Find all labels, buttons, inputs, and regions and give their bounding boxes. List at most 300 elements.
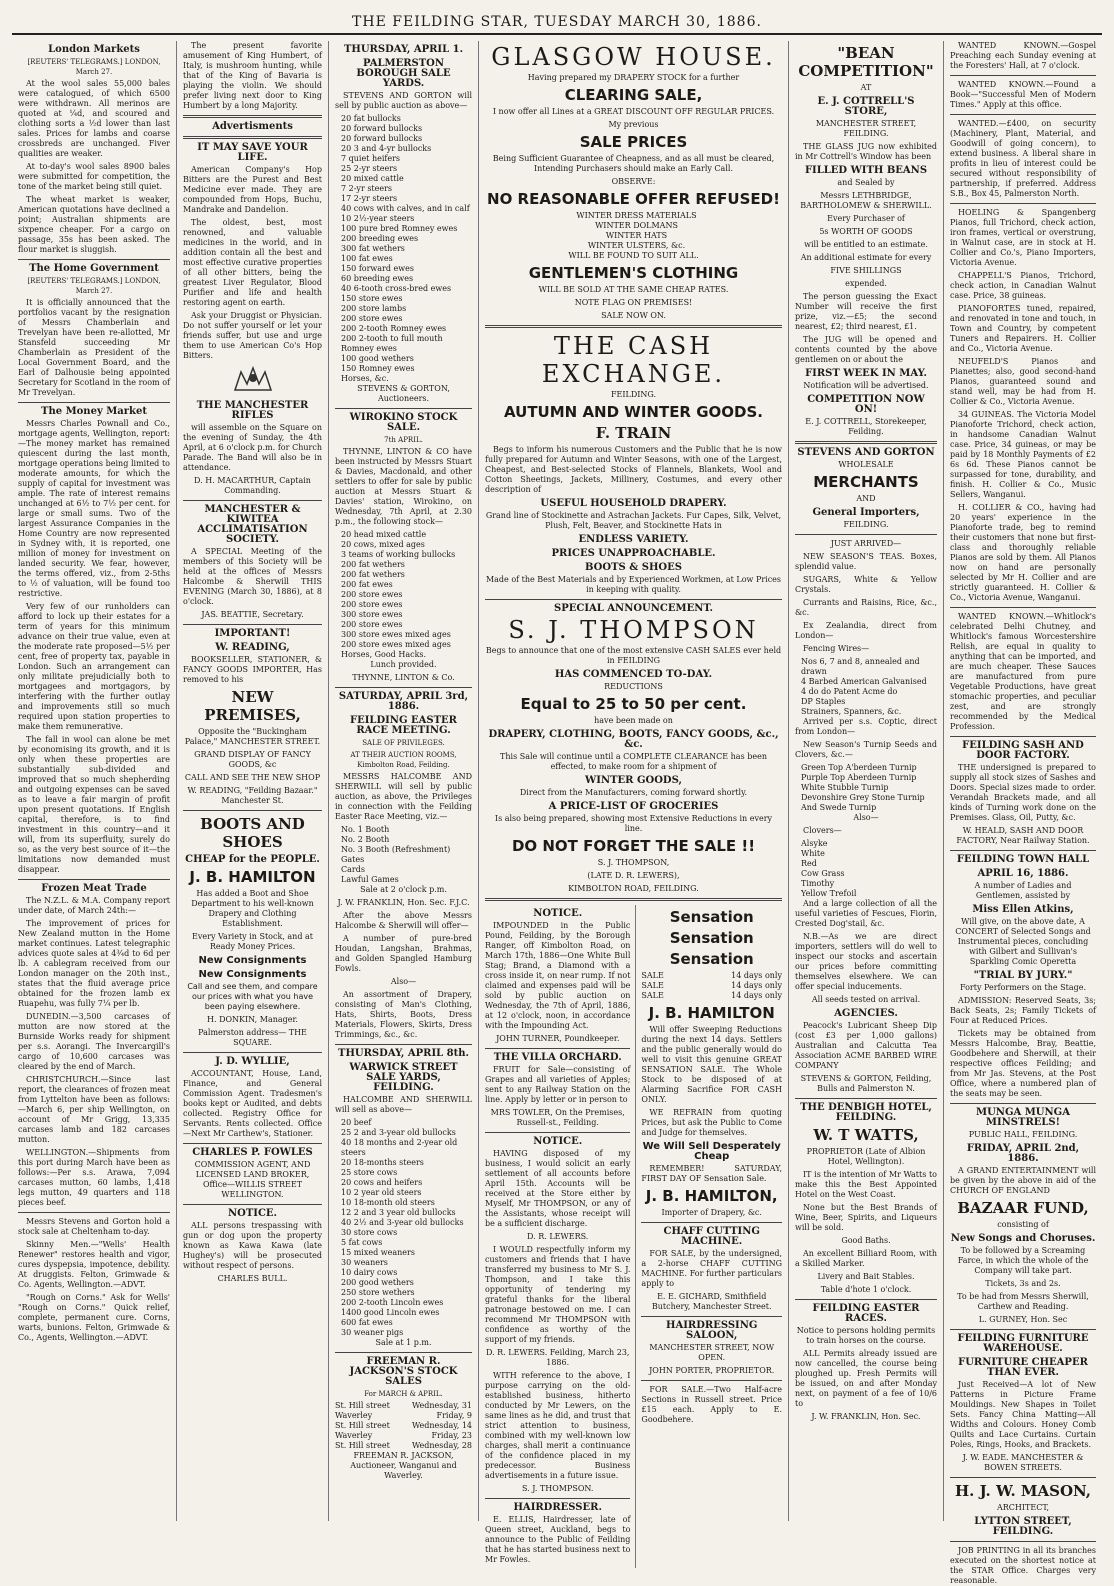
advert-paragraph: IT is the intention of Mr Watts to make this the Best Appointed Hotel on the West Coast. [795,1170,937,1199]
divider [950,75,1096,76]
list-item: White [801,849,825,858]
list-item: Purple Top Aberdeen Turnip [801,773,917,782]
gents-clothing-heading: GENTLEMEN'S CLOTHING [528,264,739,282]
sale-date: Wednesday, 31 [411,1401,472,1410]
advert-paragraph: FOR SALE.—Two Half-acre Sections in Russell street. Price £15 each. Apply to E. Goodbehere. [641,1385,782,1424]
list-item: Cow Grass [801,869,845,878]
list-item: 40 2½ and 3-year old bullocks [341,1218,464,1227]
advert-paragraph: None but the Best Brands of Wine, Beer, Spirits, and Liqueurs will be sold. [795,1203,937,1232]
advert-paragraph: H. COLLIER & CO., having had 20 years' experience in the Pianoforte trade, beg to remind their customers that none but first-class and thoroughly reliable Pianos are sold by them. All Pianos now on hand are personally selected by Mr H. Collier and are strictly guaranteed. H. Collier & Co., Victoria Avenue, Wanganui. [950,503,1096,602]
sales-schedule [335,1401,472,1451]
agencies-heading: AGENCIES. [834,1008,898,1019]
sale-note: 14 days only [731,991,782,1000]
advert-line: All seeds tested on arrival. [811,995,921,1004]
sale-place: Waverley [335,1431,373,1440]
advert-line: Direct from the Manufacturers, coming forward shortly. [519,788,748,797]
notice-paragraph: Messrs Stevens and Gorton hold a stock sale at Cheltenham to-day. [18,1217,170,1236]
chaff-title: CHAFF CUTTING MACHINE. [663,1226,760,1247]
advert-line: Importer of Drapery, &c. [661,1208,762,1217]
advert-paragraph: Ex Zealandia, direct from London— [795,621,937,640]
consignments-heading: New Consignments [198,969,307,980]
advert-line: Has added a Boot and Shoe Department to his well-known Drapery and Clothing Establishment. [191,889,314,928]
advert-line: Notice to persons holding permits to train horses on the course. [796,1326,936,1345]
sale-prices-heading: SALE PRICES [579,133,688,151]
palmerston-title: PALMERSTON BOROUGH SALE YARDS. [356,58,451,89]
important-heading: IMPORTANT! [214,628,291,639]
bean-competition-heading: "BEAN COMPETITION" [798,44,934,80]
advert-line: SALE NOW ON. [601,311,666,320]
list-item: WINTER HATS [605,231,668,240]
lower-split [485,905,782,1568]
list-item: 4 do do Patent Acme do [801,687,898,696]
advert-line: have been made on [594,716,673,725]
advert-line: PUBLIC HALL, FEILDING. [968,1130,1078,1139]
list-item: Timothy [801,879,835,888]
useful-drapery: USEFUL HOUSEHOLD DRAPERY. [540,498,727,509]
list-item: 5 fat cows [341,1238,383,1247]
signature: J. W. EADE. MANCHESTER & BOWEN STREETS. [962,1453,1084,1472]
advert-paragraph: BOOKSELLER, STATIONER, & FANCY GOODS IMPORTER, Has removed to his [183,655,322,684]
advert-paragraph: The oldest, best, most renowned, and valuable medicines in the world, and in addition contain all the best and most effective curative properties of all other bitters, being the greatest Liver Regulator, Blood Purifier and life and health restoring agent on earth. [183,218,322,307]
list-item: Devonshire Grey Stone Turnip [801,793,925,802]
advert-paragraph: Will offer Sweeping Reductions during the next 14 days. Settlers and the public generally would do well to visit this genuine GREAT SENSATION SALE. The Whole Stock to be disposed of at Alarming Sacrifice FOR CASH ONLY. [641,1025,782,1104]
advert-line: WHOLESALE [838,460,894,469]
advert-line: Tickets, 3s and 2s. [985,1279,1061,1288]
advert-line: JUST ARRIVED— [830,539,902,548]
filled-with-beans: FILLED WITH BEANS [804,165,928,176]
column-4 [479,41,789,1564]
divider [335,1044,472,1045]
divider [795,441,937,444]
divider [485,1498,630,1499]
advert-paragraph: New Season's Turnip Seeds and Clovers, &c.— [795,740,937,759]
groceries-heading: A PRICE-LIST OF GROCERIES [548,801,719,812]
divider [183,624,322,625]
signature: JOHN PORTER, PROPRIETOR. [649,1366,775,1375]
thompson-heading: S. J. THOMPSON [508,616,759,644]
list-item: 20 forward bullocks [341,124,423,133]
divider [485,1132,630,1133]
train-name: F. TRAIN [595,424,672,442]
boots-cheap: CHEAP for the PEOPLE. [185,854,320,865]
advert-line: Begs to announce that one of the most extensive CASH SALES ever held in FEILDING [485,646,782,665]
list-item: 100 fat ewes [341,254,393,263]
advert-paragraph: WANTED.—£400, on security (Machinery, Plant, Material, and Goodwill of going concern), to extend business. A liberal share in profits in lieu of interest could be secured without responsibility of partnership, if preferred. Address S.B., Box 45, Palmerston North. [950,119,1096,198]
fowles-title: CHARLES P. FOWLES [192,1147,313,1158]
list-item: 200 store lambs [341,304,407,313]
advert-line: Notification will be advertised. [803,381,929,390]
advert-line: NOTE FLAG ON PREMISES! [574,298,693,307]
advert-paragraph: SUGARS, White & Yellow Crystals. [795,575,937,594]
masthead: THE FEILDING STAR, TUESDAY MARCH 30, 1886. [12,14,1102,35]
advert-line: REDUCTIONS [604,682,663,691]
sale-row [641,991,782,1001]
list-item: Horses, &c. [341,374,389,383]
privileges-heading: SALE OF PRIVILEGES. [362,739,445,747]
advert-paragraph: American Company's Hop Bitters are the Purest and Best Medicine ever made. They are compounded from Hops, Buchu, Mandrake and Dandelion. [183,165,322,214]
advert-line: To be followed by a Screaming Farce, in which the whole of the Company will take part. [957,1246,1089,1275]
advert-paragraph: ALL Permits already issued are now cancelled, the course being ploughed up. Fresh Permits will be issued, on and after Monday next, on payment of a fee of 10/6 to [795,1349,937,1408]
list-item: 60 breeding ewes [341,274,414,283]
advert-paragraph: Skinny Men.—"Wells' Health Renewer" restores health and vigor, cures dyspepsia, impotence, debility. At druggists. Felton, Grimwade & Co. Agents, Wellington.—ADVT. [18,1240,170,1289]
furniture-cheaper: FURNITURE CHEAPER THAN EVER. [958,1357,1088,1378]
advert-paragraph: N.B.—As we are direct importers, settlers will do well to inspect our stocks and ascertain our prices before committing themselves elsewhere. We can offer special inducements. [795,932,937,991]
no-offer-refused-heading: NO REASONABLE OFFER REFUSED! [487,190,780,208]
frozen-meat-heading: Frozen Meat Trade [41,883,147,894]
list-item: Nos 6, 7 and 8, annealed and drawn [801,657,920,676]
advert-line: Palmerston address— THE SQUARE. [198,1028,307,1047]
list-item: WINTER ULSTERS, &c. [587,241,686,250]
advert-line: My previous [608,120,659,129]
trial-by-jury: "TRIAL BY JURY." [973,970,1073,981]
divider [18,1212,170,1213]
list-item: 25 2-yr steers [341,164,398,173]
advert-paragraph: JOB PRINTING in all its branches executed on the shortest notice at the STAR Office. Charges very reasonable. [950,1546,1096,1585]
divider [183,136,322,139]
list-item: 200 good wethers [341,1278,414,1287]
advert-paragraph: An assortment of Drapery, consisting of Man's Clothing, Hats, Shirts, Boots, Dress Materials, Flowers, Skirts, Dress Trimmings, &c., &c. [335,990,472,1039]
royal-crest-icon [183,364,322,397]
advert-paragraph: HALCOMBE AND SHERWILL will sell as above— [335,1095,472,1114]
signature: (LATE D. R. LEWERS), [587,871,680,880]
signature: D. R. LEWERS. Feilding, March 23, 1886. [485,1348,630,1367]
acclimatisation-title: MANCHESTER & KIWITEA ACCLIMATISATION SOCIETY. [197,504,308,545]
date-heading: THURSDAY, APRIL 1. [343,44,464,55]
advert-paragraph: IMPOUNDED in the Public Pound, Feilding, by the Borough Ranger, off Kimbolton Road, on March 17th, 1886—One White Bull Stag; Brand, a Diamond with a cross inside it, on near rump. If not claimed and expenses paid will be sold by public auction on Wednesday, the 7th of April, 1886, at 12 o'clock, noon, in accordance with the Impounding Act. [485,921,631,1030]
atkins-name: Miss Ellen Atkins, [972,904,1074,915]
winter-goods-list [485,211,782,251]
wirokino-date: 7th APRIL. [384,436,423,444]
advert-paragraph: Arrived per s.s. Coptic, direct from London— [795,717,937,736]
advert-line: FIVE SHILLINGS [830,266,902,275]
notice-title: NOTICE. [533,908,583,919]
sale-note: 14 days only [731,981,782,990]
list-item: 200 2-tooth to full mouth Romney ewes [341,334,443,353]
advert-paragraph: HAVING disposed of my business, I would solicit an early settlement of all accounts before April 15th. Accounts will be received at the Store either by Myself, Mr THOMPSON, or any of the Assistants, whose receipt will be a sufficient discharge. [485,1149,631,1228]
divider [950,1103,1096,1104]
advert-paragraph: NEW SEASON'S TEAS. Boxes, splendid value. [795,552,937,571]
column-1 [12,41,177,1521]
importers: General Importers, [812,507,920,518]
divider [18,879,170,880]
advert-line: MANCHESTER STREET, NOW OPEN. [649,1343,775,1362]
denbigh-title: THE DENBIGH HOTEL, FEILDING. [800,1102,932,1123]
signature: CHARLES BULL. [217,1274,288,1283]
advert-line: Good Baths. [841,1236,891,1245]
list-item: 40 cows with calves, and in calf [341,204,470,213]
drapery-line: DRAPERY, CLOTHING, BOOTS, FANCY GOODS, &c., &c. [488,729,779,750]
article-paragraph: It is officially announced that the portfolios vacant by the resignation of Messrs Chamberlain and Trevelyan have been re-allotted, Mr Stansfeld succeeding Mr Chamberlain as President of the Local Government Board, and the Earl of Dalhousie being appointed Secretary for Scotland in the room of Mr Trevelyan. [18,298,170,397]
home-gov-sub: [REUTERS' TELEGRAMS.] LONDON, March 27. [27,277,161,295]
list-item: 25 store cows [341,1168,398,1177]
thynne-stock-list [335,530,472,660]
list-item: And Swede Turnip [801,803,877,812]
sale-date: Wednesday, 28 [411,1441,472,1450]
list-item: Green Top A'berdeen Turnip [801,763,917,772]
town-hall-title: FEILDING TOWN HALL [956,854,1090,865]
divider [183,1143,322,1144]
advert-paragraph: Begs to inform his numerous Customers and the Public that he is now fully prepared for Autumn and Winter Seasons, with one of the Largest, Cheapest, and Best-selected Stocks of Flannels, Blankets, Wool and Cotton Sheetings, Jackets, Millinery, Costumes, and every other description of [485,445,782,494]
list-item: 200 store ewes [341,620,403,629]
winter-goods: WINTER GOODS, [585,775,682,786]
sensation-heading: Sensation [669,908,754,926]
date-heading: SATURDAY, APRIL 3rd, 1886. [338,691,469,712]
freeman-sub: For MARCH & APRIL. [364,1390,443,1398]
list-item: 20 head mixed cattle [341,530,427,539]
list-item: 4 Barbed American Galvanised [801,677,927,686]
list-item: No. 3 Booth (Refreshment) [341,845,451,854]
stock-list [335,114,472,384]
advert-line: Having prepared my DRAPERY STOCK for a further [527,73,740,82]
advert-paragraph: After the above Messrs Halcombe & Sherwill will offer— [335,911,472,930]
sale-schedule-row [335,1421,472,1431]
advert-line: OBSERVE: [611,177,656,186]
divider [183,1204,322,1205]
divider [335,408,472,409]
divider [485,325,782,328]
list-item: 200 store ewes mixed ages [341,640,451,649]
list-item: 300 store ewes [341,610,403,619]
divider [18,402,170,403]
sash-factory-title: FEILDING SASH AND DOOR FACTORY. [962,740,1084,761]
divider [641,1380,782,1381]
signature: D. H. MACARTHUR, Captain Commanding. [194,476,311,495]
signature: E. E. GICHARD, Smithfield Butchery, Manchester Street. [651,1292,772,1311]
advert-paragraph: MESSRS HALCOMBE AND SHERWILL will sell by public auction, as above, the Privileges in connection with the Feilding Easter Race Meeting, viz.— [335,772,472,821]
columns [12,41,1102,1585]
divider [795,1098,937,1099]
advert-line: WILL BE SOLD AT THE SAME CHEAP RATES. [538,285,729,294]
advert-paragraph: "Rough on Corns." Ask for Wells' "Rough on Corns." Quick relief, complete, permanent cure. Corns, warts, bunions. Felton, Grimwade & Co., Agents, Wellington.—ADVT. [18,1293,170,1342]
advert-paragraph: Currants and Raisins, Rice, &c., &c. [795,598,937,617]
list-item: Strainers, Spanners, &c. [801,707,902,716]
warwick-title: WARWICK STREET SALE YARDS, FEILDING. [349,1062,458,1093]
sale-place: Waverley [335,1411,373,1420]
advert-line: and Sealed by [837,178,895,187]
signature: J. W. FRANKLIN, Hon. Sec. F.J.C. [337,898,470,907]
signature: THYNNE, LINTON & Co. [352,673,455,682]
furniture-title: FEILDING FURNITURE WAREHOUSE. [957,1333,1089,1354]
clearing-sale-heading: CLEARING SALE, [564,86,703,104]
advert-paragraph: WE REFRAIN from quoting Prices, but ask the Public to Come and Judge for themselves. [641,1108,782,1137]
list-item: Yellow Trefoil [801,889,857,898]
advert-line: Grand line of Stockinette and Astrachan Jackets. Fur Capes, Silk, Velvet, Plush, Felt, Beaver, and Stockinette Hats in [485,511,782,530]
list-item: 3 teams of working bullocks [341,550,456,559]
advert-line: Every Variety in Stock, and at Ready Money Prices. [192,932,313,951]
boots-heading: BOOTS AND SHOES [200,815,305,851]
race-meeting-title: FEILDING EASTER RACE MEETING. [350,715,457,736]
divider [950,114,1096,115]
divider [950,1329,1096,1330]
boots-shoes: BOOTS & SHOES [585,562,682,573]
watts-name: W. T WATTS, [813,1126,919,1144]
signature: FREEMAN R. JACKSON, Auctioneer, Wanganui and Waverley. [350,1451,457,1480]
advert-line: To be had from Messrs Sherwill, Carthew and Reading. [957,1292,1089,1311]
article-paragraph: The improvement of prices for New Zealand mutton in the Home market continues. Latest telegraphic advices quote sales at 4¾d to 6d per lb. A cablegram received from our London manager on the 20th inst., states that the fluid average price obtained for the frozen lamb ex Ruapehu, was fully 7¼ per lb. [18,919,170,1008]
divider [641,1316,782,1317]
list-item: 150 store ewes [341,294,403,303]
list-item: 40 18 months and 2-year old steers [341,1138,458,1157]
minstrels-date: FRIDAY, APRIL 2nd, 1886. [966,1143,1080,1164]
lower-right [636,905,782,1568]
signature: KIMBOLTON ROAD, FEILDING. [568,884,699,893]
merchants-heading: MERCHANTS [813,473,919,491]
divider [335,687,472,688]
article-paragraph: At to-day's wool sales 8900 bales were submitted for competition, the tone of the market being still quiet. [18,162,170,191]
advert-line: Sale at 2 o'clock p.m. [360,885,447,894]
advert-line: Call and see them, and compare our prices with what you have been paying elsewhere. [187,982,318,1011]
date-heading: THURSDAY, APRIL 8th. [338,1048,469,1059]
divider [485,898,782,901]
list-item: 300 store ewes mixed ages [341,630,451,639]
concert-date: APRIL 16, 1886. [977,868,1069,879]
advert-paragraph: will assemble on the Square on the evening of Sunday, the 4th April, at 6 o'clock p.m. for Church Parade. The Band will also be in attendance. [183,423,322,472]
list-item: 30 weaners [341,1258,388,1267]
divider [183,810,322,811]
advert-paragraph: WANTED KNOWN.—Whitlock's celebrated Delhi Chutney, and Whitlock's famous Worcestershire Relish, are equal in quality to anything that can be imported, and are much cheaper. These Sauces are manufactured from pure Vegetable Productions, have great stomachic properties, and peculiar zest, and are strongly recommended by the Medical Profession. [950,612,1096,731]
advert-paragraph: Peacock's Lubricant Sheep Dip (cost £3 per 1,000 gallons) Australian and Calcutta Tea Association ACME BARBED WIRE COMPANY [795,1021,937,1070]
list-item: No. 2 Booth [341,835,390,844]
warwick-stock-list [335,1118,472,1338]
list-item: 20 forward bullocks [341,134,423,143]
article-paragraph: The wheat market is weaker, American quotations have declined a point; Australian shipments are sixpence cheaper. For a cargo on passage, 35s has been asked. The flour market is sluggish. [18,195,170,254]
advert-line: CALL AND SEE THE NEW SHOP [184,773,321,782]
advert-paragraph: Clovers— [803,826,842,835]
advert-paragraph: HOELING & Spangenberg Pianos, full Trichord, check action, iron frames, vertical or overstrung, in Walnut case, are in stock at H. Collier and Co.'s, Piano Importers, Victoria Avenue. [950,208,1096,267]
advert-line: PROPRIETOR (Late of Albion Hotel, Wellington). [806,1147,926,1166]
sell-cheap-heading: We Will Sell Desperately Cheap [642,1141,781,1162]
london-markets-sub: [REUTERS' TELEGRAMS.] LONDON, March 27. [27,58,161,76]
wires-list [795,657,937,717]
list-item: 17 2-yr steers [341,194,398,203]
advert-line: Messrs LETHBRIDGE, BARTHOLOMEW & SHERWILL. [800,191,932,210]
column-6 [944,41,1102,1585]
advert-line: I now offer all Lines at a GREAT DISCOUNT OFF REGULAR PRICES. [492,107,775,116]
mason-name: H. J. W. MASON, [954,1482,1092,1500]
sale-place: St. Hill street [335,1421,390,1430]
home-gov-heading: The Home Government [29,263,159,274]
advert-paragraph: An excellent Billiard Room, with a Skilled Marker. [795,1249,937,1268]
signature: W. READING, "Feilding Bazaar." Manchester St. [187,786,318,805]
list-item: 200 fat ewes [341,580,393,589]
divider [485,1048,630,1049]
list-item: 10 18-month old steers [341,1198,435,1207]
column-2 [177,41,329,1521]
list-item: 20 cows, mixed ages [341,540,425,549]
hairdresser-title: HAIRDRESSER. [513,1502,602,1513]
hamilton-name: J. B. HAMILTON [189,868,316,886]
advert-paragraph: E. ELLIS, Hairdresser, late of Queen street, Auckland, begs to announce to the Public of Feilding that he has started business next to Mr Fowles. [485,1515,631,1564]
list-item: 20 3 and 4-yr bullocks [341,144,432,153]
signature: D. R. LEWERS. [527,1232,589,1241]
notice-title: NOTICE. [533,1136,583,1147]
notice-title: NOTICE. [227,1208,278,1219]
signature: W. HEALD, SASH AND DOOR FACTORY, Near Railway Station. [956,826,1090,845]
list-item: 250 store wethers [341,1288,415,1297]
advert-line: This Sale will continue until a COMPLETE CLEARANCE has been effected, to make room for a shipment of [500,752,767,771]
advert-paragraph: The JUG will be opened and contents counted by the above gentlemen on or about the [795,335,937,364]
london-markets-heading: London Markets [48,44,140,55]
advert-paragraph: ADMISSION: Reserved Seats, 3s; Back Seats, 2s; Family Tickets of Four at Reduced Prices. [950,996,1096,1025]
advert-line: ARCHITECT, [996,1503,1050,1512]
list-item: 7 quiet heifers [341,154,401,163]
list-item: 200 fat wethers [341,560,405,569]
consignments-heading: New Consignments [198,955,307,966]
equal-heading: Equal to 25 to 50 per cent. [520,695,747,713]
list-item: 20 mixed cattle [341,174,404,183]
advert-line: Is also being prepared, showing most Extensive Reductions in every line. [494,814,773,833]
sale-label: SALE [641,971,664,980]
signature: S. J. THOMPSON. [521,1484,594,1493]
advert-paragraph: THE undersigned is prepared to supply all stock sizes of Sashes and Doors. Special sizes made to order. Verandah Brackets made, and all kinds of Turning work done on the Premises. Glass, Oil, Putty, &c. [950,763,1096,822]
sale-label: SALE [641,981,664,990]
list-item: 10 dairy cows [341,1268,398,1277]
advert-paragraph: ALL persons trespassing with gun or dog upon the property known as Kawa Kawa (late Hughey's) will be prosecuted without respect of persons. [183,1221,322,1270]
list-item: 20 cows and heifers [341,1178,423,1187]
list-item: Gates [341,855,365,864]
jbh-heading-2: J. B. HAMILTON, [645,1187,778,1205]
advert-line: An additional estimate for every [800,253,932,262]
advert-line: WILL BE FOUND TO SUIT ALL. [568,251,699,260]
sale-date: Wednesday, 14 [411,1421,472,1430]
sale-schedule-row [335,1411,472,1421]
list-item: 300 fat wethers [341,244,405,253]
list-item: 200 store ewes [341,600,403,609]
advert-paragraph: Just Received—A lot of New Patterns in Picture Frame Mouldings. New Shapes in Toilet Sets. Fancy China Matting—All Widths and Colours. Honey Comb Quilts and Lace Curtains. Curtain Poles, Rings, Hooks, and Brackets. [950,1380,1096,1449]
list-item: WINTER DRESS MATERIALS [576,211,697,220]
column-5 [789,41,944,1521]
list-item: 20 fat bullocks [341,114,401,123]
advert-paragraph: STEVENS AND GORTON will sell by public auction as above— [335,91,472,110]
freeman-title: FREEMAN R. JACKSON'S STOCK SALES [349,1356,458,1387]
advert-line: expended. [845,279,887,288]
list-item: No. 1 Booth [341,825,390,834]
article-paragraph: CHRISTCHURCH.—Since last report, the clearances of frozen meat from Lyttelton have been as follows:—March 6, per ship Wellington, on account of Mr Grigg, 13,335 carcases lamb and 182 carcases mutton. [18,1075,170,1144]
sensation-heading: Sensation [669,950,754,968]
signature: STEVENS & GORTON, Auctioneers. [357,384,450,403]
stevens-gorton-title: STEVENS AND GORTON [797,447,935,458]
signature: J. W. FRANKLIN, Hon. Sec. [811,1412,921,1421]
advert-line: Also— [390,977,417,986]
advert-paragraph: A GRAND ENTERTAINMENT will be given by the above in aid of the CHURCH OF ENGLAND [950,1166,1096,1195]
list-item: 200 2-tooth Romney ewes [341,324,447,333]
reading-title: W. READING, [215,642,290,653]
list-item: 100 good wethers [341,354,414,363]
list-item: 20 beef [341,1118,372,1127]
article-paragraph: Messrs Charles Pownall and Co., mortgage agents, Wellington, report:—The money market has remained quiescent during the last month, mortgage operations being limited to moderate amounts, for which the supply of capital for investment was ample. The rate of interest remains unchanged at 6½ to 7½ per cent. for large or small sums. Two of the largest Assurance Companies in the Home Country are now represented in Sydney with, it is reported, one million of money for investment on landed security. We fear, however, the terms offered, viz., from 2-5ths to ½ of valuation, will be found too restrictive. [18,419,170,598]
advert-paragraph: A number of pure-bred Houdan, Langshan, Brahmas, and Golden Spangled Hamburg Fowls. [335,934,472,973]
advert-paragraph: And a large collection of all the useful varieties of Fescues, Fiorin, Crested Dog'stail, &c. [795,899,937,928]
new-premises-heading: NEW PREMISES, [204,688,301,724]
competition-now-on: COMPETITION NOW ON! [807,394,925,415]
article-paragraph: The present favorite amusement of King Humbert, of Italy, is mushroom hunting, while that of the King of Bavaria is playing the violin. We should prefer living next door to King Humbert by a long Majority. [183,41,322,110]
list-item: WINTER DOLMANS [595,221,678,230]
divider [183,115,322,118]
advert-line: will be entitled to an estimate. [804,240,928,249]
advert-line: 5s WORTH OF GOODS [819,227,913,236]
first-week-may: FIRST WEEK IN MAY. [805,368,927,379]
list-item: Lawful Games [341,875,399,884]
article-paragraph: Very few of our runholders can afford to lock up their estates for a term of years for this minimum advance on their true value, even at the moderate rate proposed—5½ per cent, free of property tax, payable in London. Such an arrangement can only militate prejudicially both to mortgagees and mortgagors, by interfering with the further outlay and improvements still so much required upon station properties to make them remunerative. [18,602,170,731]
list-item: 30 store cows [341,1228,398,1237]
divider [183,500,322,501]
sale-date: Friday, 9 [436,1411,472,1420]
advert-paragraph: I WOULD respectfully inform my customers and friends that I have transferred my business to Mr S. J. Thompson, and I take this opportunity of tendering my grateful thanks for the liberal patronage bestowed on me. I can recommend Mr THOMPSON with confidence as worthy of the support of my friends. [485,1245,631,1344]
divider [795,534,937,535]
advert-paragraph: FOR SALE, by the undersigned, a 2-horse CHAFF CUTTING MACHINE. For further particulars apply to [641,1249,782,1288]
advert-line: Lunch provided. [370,660,437,669]
advert-line: Table d'hote 1 o'clock. [820,1285,912,1294]
